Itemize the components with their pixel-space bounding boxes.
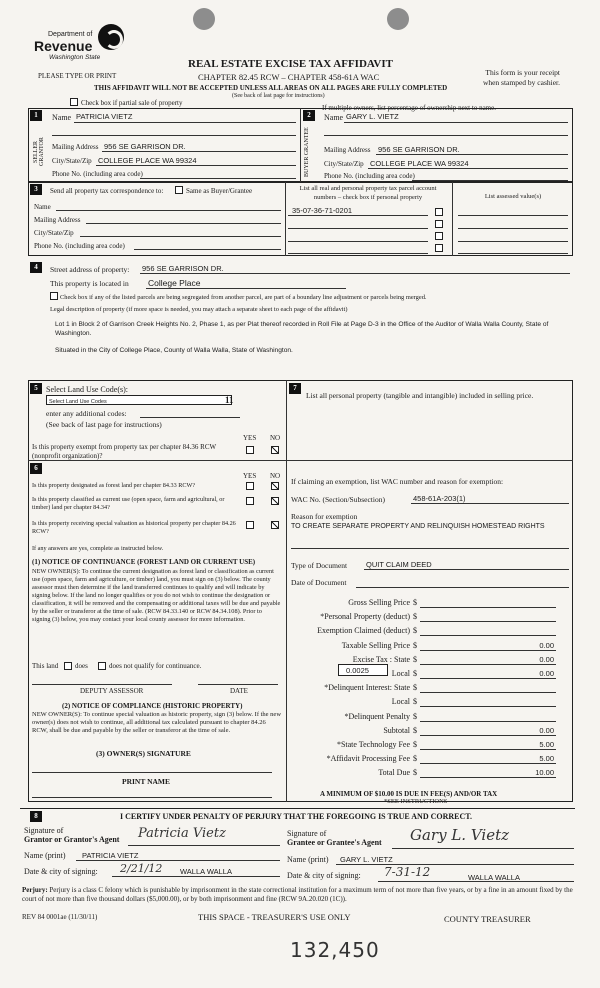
section-3-number: 3 — [30, 184, 42, 195]
s4-legal-desc-1[interactable]: Lot 1 in Block 2 of Garrison Creek Heights No. 2, Phase 1, as per Plat thereof recorded in Roll File at Page D-3 in the Office of the Auditor of Walla Walla County, State of Washington. — [55, 321, 549, 337]
calc-line — [420, 664, 556, 665]
calc-currency: $ — [413, 655, 417, 664]
section-5-number: 5 — [30, 383, 42, 394]
please-type: PLEASE TYPE OR PRINT — [38, 72, 117, 80]
calc-currency: $ — [413, 768, 417, 777]
exempt-yes-checkbox[interactable] — [246, 446, 254, 454]
section-7-number: 7 — [289, 383, 301, 394]
assessor-date-label: DATE — [230, 687, 248, 695]
q1-no-checkbox[interactable] — [271, 482, 279, 490]
calc-label: *Affidavit Processing Fee — [326, 754, 410, 763]
punch-hole-right — [387, 8, 409, 30]
s1-name-value[interactable]: PATRICIA VIETZ — [76, 112, 133, 121]
calc-value[interactable]: 0.00 — [539, 669, 554, 678]
s2-name-value[interactable]: GARY L. VIETZ — [346, 112, 399, 121]
s4-located-label: This property is located in — [50, 279, 129, 288]
s2-city-value[interactable]: COLLEGE PLACE WA 99324 — [370, 159, 469, 168]
buyer-label: BUYER GRANTEE — [304, 127, 310, 177]
s7-wac-label: WAC No. (Section/Subsection) — [291, 495, 385, 504]
parcel-2-checkbox[interactable] — [435, 220, 443, 228]
s1-city-label: City/State/Zip — [52, 157, 92, 165]
calc-currency: $ — [413, 754, 417, 763]
grantee-name-label: Name (print) — [287, 855, 329, 864]
grantee-date[interactable]: 7-31-12 — [384, 865, 431, 879]
calc-currency: $ — [413, 669, 417, 678]
grantor-sig-label-2: Grantor or Grantor's Agent — [24, 835, 120, 844]
calc-label: Local — [391, 697, 410, 706]
s7-exemption-question: If claiming an exemption, list WAC number and reason for exemption: — [291, 477, 504, 486]
s3-same-label: Same as Buyer/Grantee — [186, 187, 253, 195]
section-8-number: 8 — [30, 811, 42, 822]
print-name-label: PRINT NAME — [122, 777, 170, 786]
calc-label: *Personal Property (deduct) — [320, 612, 410, 621]
s6-notice1-text: NEW OWNER(S): To continue the current designation as forest land or classification as current use (open space, farm and agriculture, or timber) land, you must sign on (3) below. The county assessor must then determine if the land transferred continues to qualify and will indicate by signing below. If the land no longer qualifies or you do not wish to continue the designation or classification, it will be removed and the compensating or additional taxes will be due and payable by the seller or transferor at the time of sale. (RCW 84.33.140 or RCW 84.34.108). Prior to signing (3) below, you may contact your local county assessor for more information. — [32, 568, 281, 623]
q3-no-checkbox[interactable] — [271, 521, 279, 529]
s1-phone-label: Phone No. (including area code) — [52, 170, 143, 178]
handwritten-number: 132,450 — [290, 938, 380, 962]
treasurer-space: THIS SPACE - TREASURER'S USE ONLY — [198, 912, 351, 922]
calc-line — [420, 721, 556, 722]
s5-select-label: Select Land Use Code(s): — [46, 385, 128, 394]
calc-currency: $ — [413, 598, 417, 607]
certify-statement: I CERTIFY UNDER PENALTY OF PERJURY THAT THE FOREGOING IS TRUE AND CORRECT. — [120, 812, 473, 821]
parcel-4-checkbox[interactable] — [435, 244, 443, 252]
grantee-date-label: Date & city of signing: — [287, 871, 361, 880]
calc-value[interactable]: 5.00 — [539, 754, 554, 763]
calc-value[interactable]: 0.00 — [539, 655, 554, 664]
county-treasurer: COUNTY TREASURER — [444, 914, 531, 924]
logo-revenue: Revenue — [34, 38, 93, 54]
q2-no-checkbox[interactable] — [271, 497, 279, 505]
calc-currency: $ — [413, 740, 417, 749]
s5-see-back: (See back of last page for instructions) — [46, 420, 162, 429]
calc-value[interactable]: 0.00 — [539, 726, 554, 735]
calc-currency: $ — [413, 726, 417, 735]
s6-no: NO — [270, 472, 281, 480]
s1-city-value[interactable]: COLLEGE PLACE WA 99324 — [98, 156, 197, 165]
calc-line — [420, 749, 556, 750]
calc-line — [420, 635, 556, 636]
s3-mail-label: Mailing Address — [34, 216, 81, 224]
s4-legal-label: Legal description of property (if more space is needed, you may attach a separate sheet to each page of the affidavit) — [50, 306, 348, 313]
s6-does: does — [75, 662, 88, 670]
parcel-number-1[interactable]: 35-07-36-71-0201 — [292, 206, 353, 215]
calc-line — [420, 692, 556, 693]
grantor-name-label: Name (print) — [24, 851, 66, 860]
does-qualify-checkbox[interactable] — [64, 662, 72, 670]
s5-additional-label: enter any additional codes: — [46, 409, 127, 418]
s5-exempt-question: Is this property exempt from property tax per chapter 84.36 RCW (nonprofit organization)? — [32, 443, 216, 460]
s6-q1: Is this property designated as forest land per chapter 84.33 RCW? — [32, 482, 196, 489]
calc-line — [420, 621, 556, 622]
see-instructions-note: *SEE INSTRUCTIONS — [384, 798, 448, 805]
calc-currency: $ — [413, 712, 417, 721]
perjury-text: Perjury is a class C felony which is punishable by imprisonment in the state correctional institution for a maximum term of not more than five years, or by a fine in an amount fixed by the court of not more than five thousand dollars ($5,000.00), or by both imprisonment and fine (RCW 9A.20.020 (1C)). — [22, 886, 573, 903]
calc-currency: $ — [413, 626, 417, 635]
section-2-number: 2 — [303, 110, 315, 121]
form-chapter: CHAPTER 82.45 RCW – CHAPTER 458-61A WAC — [198, 72, 380, 82]
s6-this-land: This land — [32, 662, 59, 670]
calc-line — [420, 777, 556, 778]
grantor-date[interactable]: 2/21/12 — [120, 862, 163, 875]
receipt-line2: when stamped by cashier. — [482, 78, 560, 87]
calc-label: Total Due — [378, 768, 410, 777]
parcel-1-checkbox[interactable] — [435, 208, 443, 216]
calc-line — [420, 678, 556, 679]
calc-label: Excise Tax : State — [352, 655, 410, 664]
section-1-number: 1 — [30, 110, 42, 121]
section-4-number: 4 — [30, 262, 42, 273]
does-not-qualify-checkbox[interactable] — [98, 662, 106, 670]
calc-currency: $ — [413, 683, 417, 692]
s4-legal-desc-2[interactable]: Situated in the City of College Place, County of Walla Walla, State of Washington. — [55, 347, 293, 354]
section-6-number: 6 — [30, 463, 42, 474]
s6-q2: Is this property classified as current use (open space, farm and agricultural, or timber) land per chapter 84.34? — [32, 496, 225, 511]
calc-label: *Delinquent Interest: State — [324, 683, 410, 692]
s2-mail-value[interactable]: 956 SE GARRISON DR. — [378, 145, 460, 154]
form-title: REAL ESTATE EXCISE TAX AFFIDAVIT — [188, 58, 393, 70]
segregated-checkbox[interactable] — [50, 292, 58, 300]
s7-reason-label: Reason for exemption — [291, 512, 358, 521]
s6-notice2-title: (2) NOTICE OF COMPLIANCE (HISTORIC PROPERTY) — [62, 702, 243, 710]
land-use-code: 11 — [225, 395, 234, 405]
see-back-note: (See back of last page for instructions) — [232, 93, 325, 99]
s3-parcel-header: List all real and personal property tax parcel account numbers – check box if personal property — [299, 185, 437, 201]
s7-wac-value[interactable]: 458-61A-203(1) — [413, 494, 466, 503]
s6-notice2-text: NEW OWNER(S): To continue special valuation as historic property, sign (3) below. If the new owner(s) does not wish to continue, all additional tax calculated pursuant to chapter 84.26 RCW, shall be due and payable by the seller or transferor at the time of sale. — [32, 711, 282, 734]
minimum-due-note: A MINIMUM OF $10.00 IS DUE IN FEE(S) AND/OR TAX — [320, 790, 498, 798]
calc-line — [420, 735, 556, 736]
grantor-city[interactable]: WALLA WALLA — [180, 867, 232, 876]
grantor-name[interactable]: PATRICIA VIETZ — [82, 851, 139, 860]
s6-yes: YES — [243, 472, 257, 480]
s6-if-yes: If any answers are yes, complete as instructed below. — [32, 545, 164, 552]
seller-label: SELLER GRANTOR — [33, 137, 45, 167]
grantee-sig-label-1: Signature of — [287, 829, 327, 838]
receipt-line1: This form is your receipt — [485, 68, 560, 77]
calc-label: Local — [391, 669, 410, 678]
s7-type-label: Type of Document — [291, 561, 348, 570]
owner-signature-label: (3) OWNER(S) SIGNATURE — [96, 749, 191, 758]
calc-value[interactable]: 5.00 — [539, 740, 554, 749]
logo-dept: Department of — [48, 31, 93, 38]
s7-list-label: List all personal property (tangible and intangible) included in selling price. — [306, 391, 534, 400]
s3-phone-label: Phone No. (including area code) — [34, 242, 125, 250]
local-rate-value: 0.0025 — [346, 666, 369, 675]
calc-label: *Delinquent Penalty — [344, 712, 410, 721]
perjury-statement — [22, 886, 582, 903]
calc-line — [420, 650, 556, 651]
s7-type-value[interactable]: QUIT CLAIM DEED — [366, 560, 432, 569]
s4-street-value[interactable]: 956 SE GARRISON DR. — [142, 264, 224, 273]
s1-mail-value[interactable]: 956 SE GARRISON DR. — [104, 142, 186, 151]
grantee-sig-label-2: Grantee or Grantee's Agent — [287, 838, 382, 847]
punch-hole-left — [193, 8, 215, 30]
s3-name-label: Name — [34, 203, 51, 211]
calc-value[interactable]: 0.00 — [539, 641, 554, 650]
calc-label: Exemption Claimed (deduct) — [317, 626, 410, 635]
calc-label: Gross Selling Price — [348, 598, 410, 607]
s7-date-label: Date of Document — [291, 578, 347, 587]
logo-state: Washington State — [49, 54, 101, 61]
deputy-assessor-label: DEPUTY ASSESSOR — [80, 687, 144, 695]
not-accepted-notice: THIS AFFIDAVIT WILL NOT BE ACCEPTED UNLESS ALL AREAS ON ALL PAGES ARE FULLY COMPLETED — [94, 84, 448, 92]
s2-phone-label: Phone No. (including area code) — [324, 172, 415, 180]
parcel-3-checkbox[interactable] — [435, 232, 443, 240]
grantee-city[interactable]: WALLA WALLA — [468, 873, 520, 882]
rev-number: REV 84 0001ae (11/30/11) — [22, 913, 98, 921]
s7-reason-value[interactable]: TO CREATE SEPARATE PROPERTY AND RELINQUISH HOMESTEAD RIGHTS — [291, 523, 545, 530]
calc-line — [420, 763, 556, 764]
q1-yes-checkbox[interactable] — [246, 482, 254, 490]
grantor-signature[interactable]: Patricia Vietz — [138, 826, 226, 841]
exempt-no-checkbox[interactable] — [271, 446, 279, 454]
s1-name-label: Name — [52, 113, 72, 122]
s6-notice1-title: (1) NOTICE OF CONTINUANCE (FOREST LAND OR CURRENT USE) — [32, 558, 256, 566]
s4-located-value[interactable]: College Place — [148, 278, 201, 288]
s3-city-label: City/State/Zip — [34, 229, 74, 237]
calc-line — [420, 607, 556, 608]
grantor-sig-label-1: Signature of — [24, 826, 64, 835]
calc-currency: $ — [413, 612, 417, 621]
calc-value[interactable]: 10.00 — [535, 768, 554, 777]
calc-label: *State Technology Fee — [336, 740, 410, 749]
s2-name-label: Name — [324, 113, 344, 122]
perjury-label: Perjury: — [22, 886, 48, 894]
revenue-logo-icon — [98, 24, 124, 50]
s1-mail-label: Mailing Address — [52, 143, 99, 151]
grantee-name[interactable]: GARY L. VIETZ — [340, 855, 393, 864]
s2-mail-label: Mailing Address — [324, 146, 371, 154]
s5-no: NO — [270, 434, 281, 442]
partial-sale-checkbox[interactable] — [70, 98, 78, 106]
calc-line — [420, 706, 556, 707]
q3-yes-checkbox[interactable] — [246, 521, 254, 529]
s4-street-label: Street address of property: — [50, 265, 130, 274]
land-use-dropdown[interactable] — [46, 395, 232, 405]
s6-q3: Is this property receiving special valuation as historical property per chapter 84.26 RCW? — [32, 520, 236, 535]
s2-city-label: City/State/Zip — [324, 160, 364, 168]
s6-does-not: does not qualify for continuance. — [109, 662, 202, 670]
s3-send-label: Send all property tax correspondence to: — [50, 187, 164, 195]
grantee-signature[interactable]: Gary L. Vietz — [410, 826, 510, 844]
multiple-owners-note: If multiple owners, list percentage of ownership next to name. — [322, 104, 496, 112]
calc-label: Taxable Selling Price — [341, 641, 410, 650]
same-as-buyer-checkbox[interactable] — [175, 186, 183, 194]
s3-assessed-header: List assessed value(s) — [484, 193, 542, 200]
s4-segregated-label: Check box if any of the listed parcels are being segregated from another parcel, are part of a boundary line adjustment or parcels being merged. — [60, 294, 427, 301]
calc-currency: $ — [413, 641, 417, 650]
s5-yes: YES — [243, 434, 257, 442]
land-use-dropdown-text: Select Land Use Codes — [49, 399, 107, 405]
grantor-date-label: Date & city of signing: — [24, 867, 98, 876]
q2-yes-checkbox[interactable] — [246, 497, 254, 505]
partial-sale-label: Check box if partial sale of property — [81, 99, 183, 107]
calc-label: Subtotal — [383, 726, 410, 735]
calc-currency: $ — [413, 697, 417, 706]
